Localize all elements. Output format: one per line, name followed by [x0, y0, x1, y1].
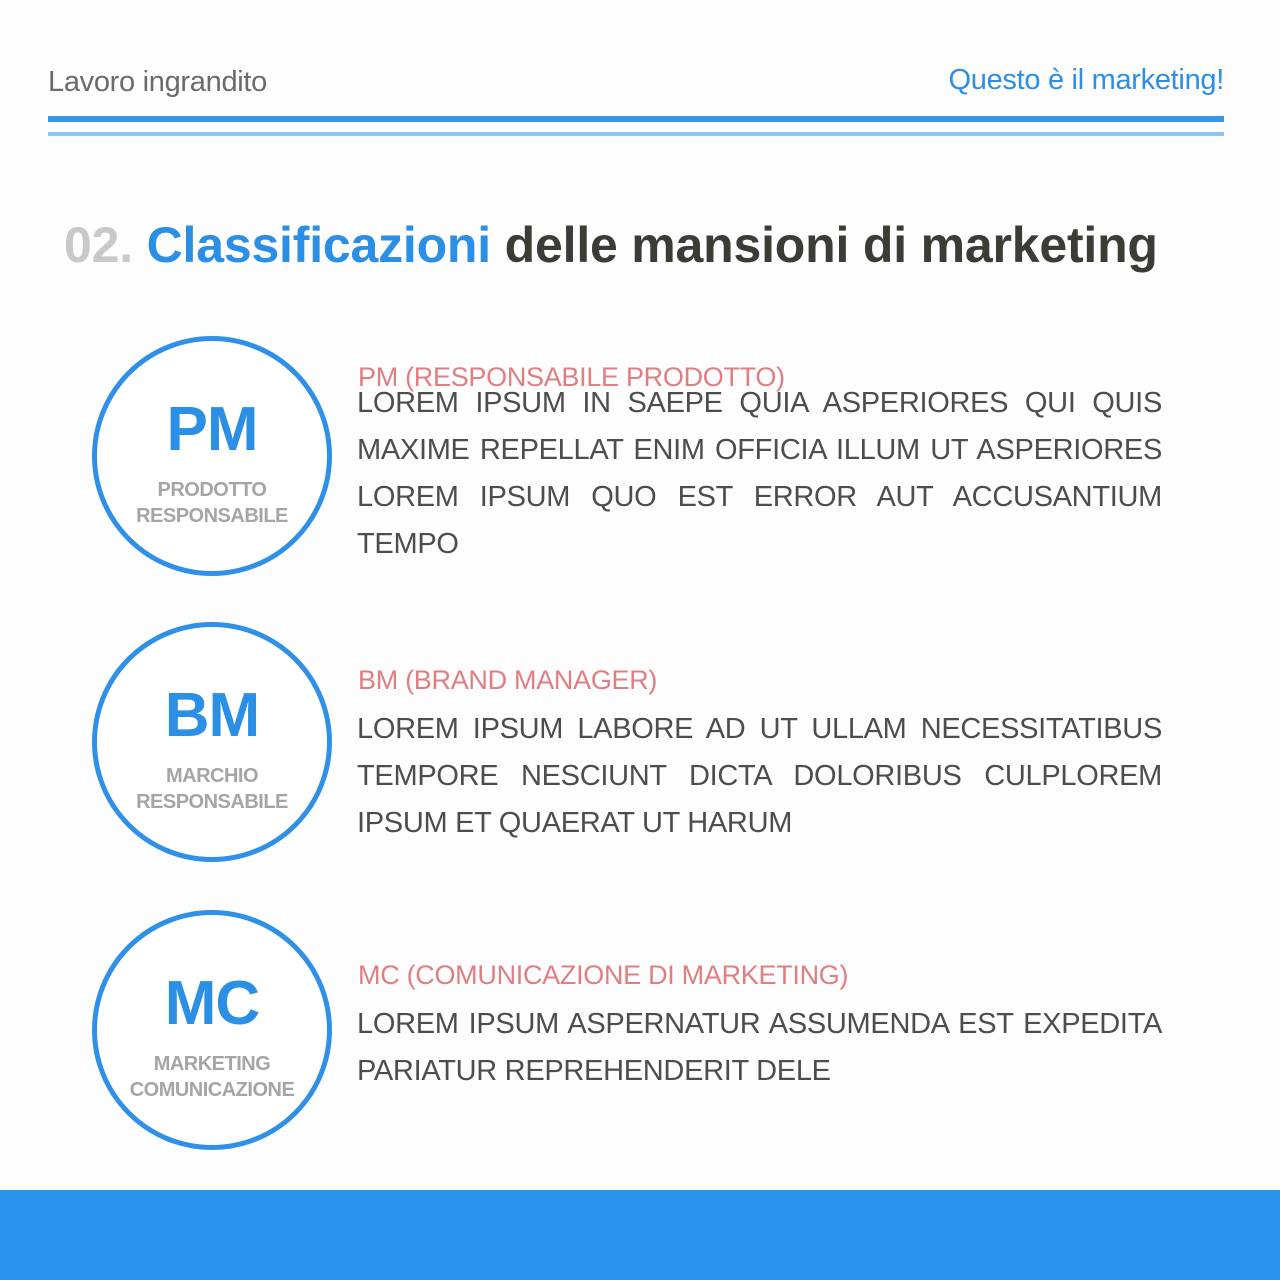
role-subtitle-line: COMUNICAZIONE — [129, 1079, 295, 1101]
role-badge-mc — [92, 910, 332, 1150]
header-rule-primary — [48, 116, 1224, 122]
role-abbreviation: PM — [166, 395, 258, 464]
role-subtitle — [107, 477, 317, 529]
role-subtitle — [107, 763, 317, 815]
role-subtitle-line: RESPONSABILE — [136, 791, 288, 813]
role-description: LOREM IPSUM LABORE AD UT ULLAM NECESSITATIBUS TEMPORE NESCIUNT DICTA DOLORIBUS CULPLOREM IPSUM ET QUAERAT UT HARUM — [357, 713, 1162, 839]
title-rest: delle mansioni di marketing — [504, 217, 1158, 273]
role-badge-bm — [92, 622, 332, 862]
role-subtitle-line: MARKETING — [153, 1053, 271, 1075]
role-abbreviation: BM — [164, 681, 260, 750]
header-left-label: Lavoro ingrandito — [48, 66, 267, 98]
header-right-label: Questo è il marketing! — [948, 64, 1224, 96]
role-subtitle-line: RESPONSABILE — [136, 505, 288, 527]
role-heading: MC (COMUNICAZIONE DI MARKETING) — [358, 960, 849, 990]
title-number: 02. — [64, 217, 133, 273]
role-subtitle-line: PRODOTTO — [157, 479, 267, 501]
role-description: LOREM IPSUM IN SAEPE QUIA ASPERIORES QUI QUIS MAXIME REPELLAT ENIM OFFICIA ILLUM UT ASPERIORES LOREM IPSUM QUO EST ERROR AUT ACCUSANTIUM TEMPO — [357, 387, 1162, 560]
header-rule-secondary — [48, 132, 1224, 136]
role-subtitle — [107, 1051, 317, 1103]
page-title — [64, 216, 1224, 274]
role-badge-pm — [92, 336, 332, 576]
role-subtitle-line: MARCHIO — [165, 765, 259, 787]
role-description: LOREM IPSUM ASPERNATUR ASSUMENDA EST EXPEDITA PARIATUR REPREHENDERIT DELE — [357, 1008, 1162, 1087]
role-abbreviation: MC — [164, 969, 260, 1038]
role-heading: BM (BRAND MANAGER) — [358, 665, 658, 695]
role-heading: PM (RESPONSABILE PRODOTTO) — [358, 362, 785, 392]
title-highlight: Classificazioni — [146, 217, 491, 273]
footer-band — [0, 1190, 1280, 1280]
